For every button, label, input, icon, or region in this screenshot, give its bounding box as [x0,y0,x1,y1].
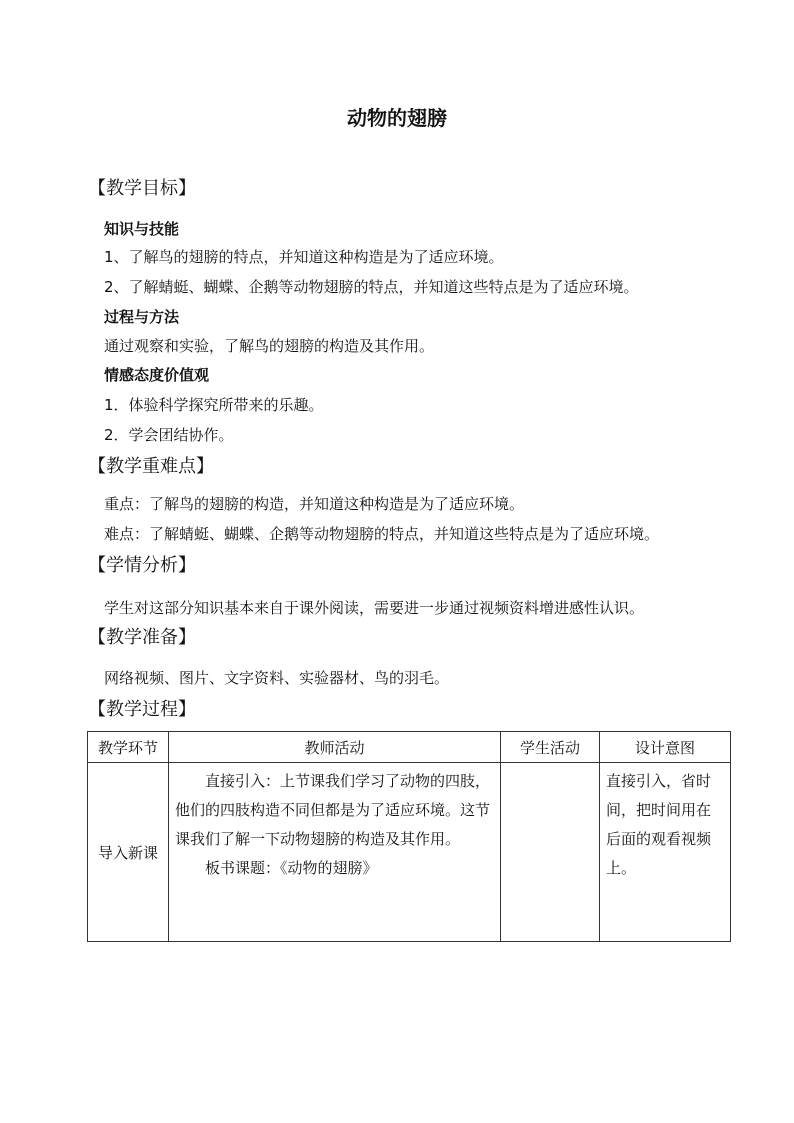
stage-cell: 导入新课 [88,763,169,942]
column-header-intent: 设计意图 [600,732,731,763]
subheading-knowledge: 知识与技能 [104,220,180,238]
document-title: 动物的翅膀 [347,106,447,130]
emotion-item: 2．学会团结协作。 [104,426,234,444]
process-text: 通过观察和实验，了解鸟的翅膀的构造及其作用。 [104,337,435,355]
teacher-activity-text: 直接引入：上节课我们学习了动物的四肢，他们的四肢构造不同但都是为了适应环境。这节课我们了解一下动物翅膀的构造及其作用。 [175,772,491,848]
objective-item: 2、了解蜻蜓、蝴蝶、企鹅等动物翅膀的特点，并知道这些特点是为了适应环境。 [104,278,639,296]
section-heading-student-analysis: 【学情分析】 [88,555,196,576]
focus-text: 重点：了解鸟的翅膀的构造，并知道这种构造是为了适应环境。 [104,495,525,513]
section-heading-process: 【教学过程】 [88,699,196,720]
subheading-process: 过程与方法 [104,308,180,326]
table-row [88,763,731,942]
student-activity-cell [501,763,600,942]
teacher-activity-cell [169,763,501,942]
section-heading-key-points: 【教学重难点】 [88,456,214,477]
emotion-item: 1．体验科学探究所带来的乐趣。 [104,396,324,414]
column-header-student: 学生活动 [501,732,600,763]
preparation-text: 网络视频、图片、文字资料、实验器材、鸟的羽毛。 [104,669,450,687]
teaching-process-table [87,731,731,942]
column-header-teacher: 教师活动 [169,732,501,763]
table-header-row [88,732,731,763]
teacher-activity-text: 板书课题：《动物的翅膀》 [205,859,378,877]
section-heading-objectives: 【教学目标】 [88,178,196,199]
design-intent-cell: 直接引入，省时间，把时间用在后面的观看视频上。 [600,763,731,942]
student-analysis-text: 学生对这部分知识基本来自于课外阅读，需要进一步通过视频资料增进感性认识。 [104,599,645,617]
subheading-emotion: 情感态度价值观 [104,366,210,384]
difficulty-text: 难点：了解蜻蜓、蝴蝶、企鹅等动物翅膀的特点，并知道这些特点是为了适应环境。 [104,525,660,543]
objective-item: 1、了解鸟的翅膀的特点，并知道这种构造是为了适应环境。 [104,248,504,266]
column-header-stage: 教学环节 [88,732,169,763]
section-heading-preparation: 【教学准备】 [88,627,196,648]
